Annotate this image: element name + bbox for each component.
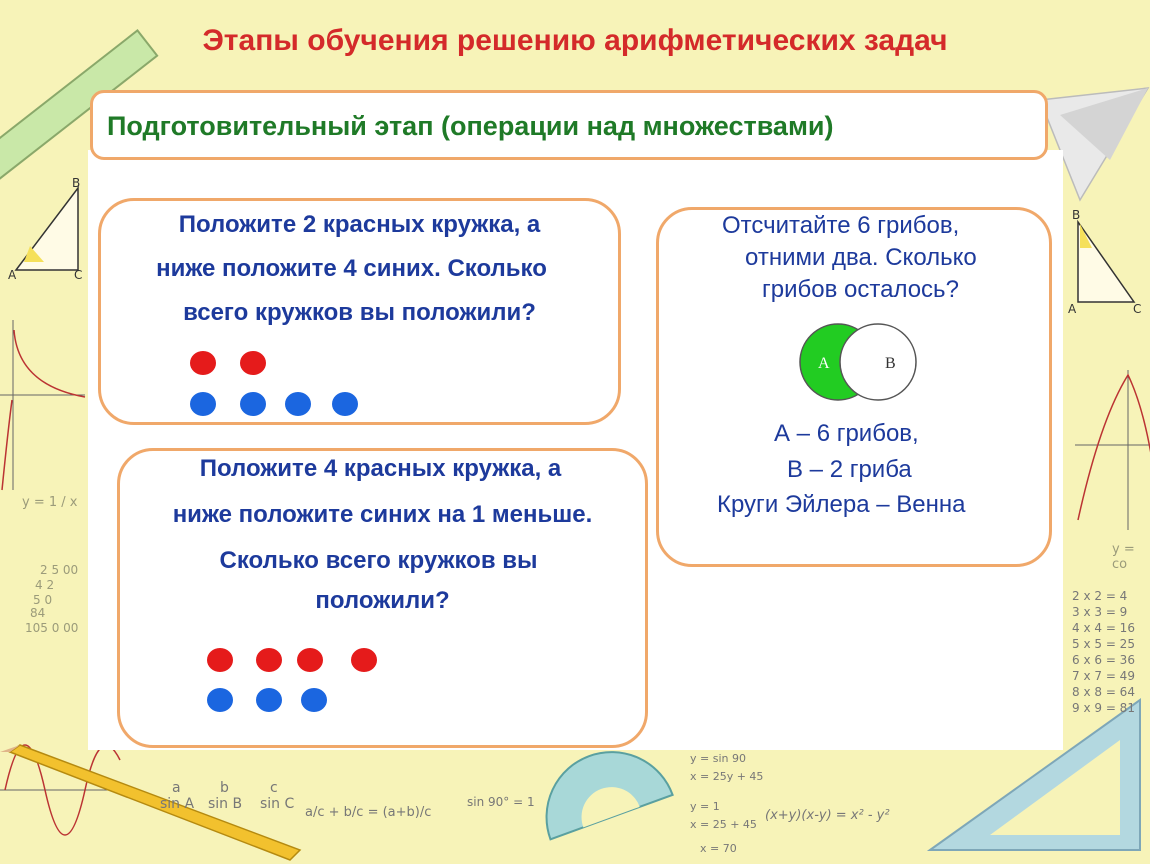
task1-line1: Положите 2 красных кружка, а xyxy=(178,211,541,238)
task1-card xyxy=(98,198,621,425)
red-circle xyxy=(297,648,323,672)
times-row: 7 x 7 = 49 xyxy=(1072,669,1135,683)
task3-info1: А – 6 грибов, xyxy=(774,420,919,447)
blue-circle xyxy=(285,392,311,416)
law-sines-sinC: sin C xyxy=(260,796,295,812)
task2-line3: Сколько всего кружков вы xyxy=(219,547,538,574)
venn-label-a: A xyxy=(818,355,830,372)
times-row: 9 x 9 = 81 xyxy=(1072,701,1135,715)
times-row: 6 x 6 = 36 xyxy=(1072,653,1135,667)
mult-top: 2 5 00 xyxy=(40,563,79,577)
venn-label-b: B xyxy=(885,355,896,372)
hyperbola-graph-icon xyxy=(0,320,85,490)
venn-circle-b xyxy=(840,324,916,400)
red-circle xyxy=(351,648,377,672)
law-sines-sinB: sin B xyxy=(208,796,243,812)
triangle-left-icon xyxy=(16,188,78,270)
task2-line4: положили? xyxy=(315,587,450,614)
red-circle xyxy=(240,351,266,375)
system1-line1: y = sin 90 xyxy=(690,752,746,765)
y-equals-cos: y = co xyxy=(1112,542,1135,572)
venn-diagram xyxy=(795,322,925,402)
sin90-formula: sin 90° = 1 xyxy=(467,795,535,809)
formula-y1x: y = 1 / x xyxy=(22,495,78,510)
task3-line1: Отсчитайте 6 грибов, xyxy=(722,212,960,239)
system1-line2: x = 25y + 45 xyxy=(690,770,764,783)
blue-circle xyxy=(256,688,282,712)
tri-right-C: C xyxy=(1133,302,1142,316)
task1-line2: ниже положите 4 синих. Сколько xyxy=(156,255,547,282)
tri-left-B: B xyxy=(72,176,81,190)
mult-x: 4 2 xyxy=(35,578,55,592)
mult-plus: 84 xyxy=(30,606,46,620)
times-row: 8 x 8 = 64 xyxy=(1072,685,1135,699)
slide-title: Этапы обучения решению арифметических задач xyxy=(202,24,948,57)
red-circle xyxy=(256,648,282,672)
task1-line3: всего кружков вы положили? xyxy=(183,299,536,326)
system2-line2: x = 25 + 45 xyxy=(690,818,757,831)
task3-line2: отними два. Сколько xyxy=(745,244,977,271)
triangle-right-icon xyxy=(1078,222,1134,302)
tri-right-B: B xyxy=(1072,208,1081,222)
system2-line3: x = 70 xyxy=(700,842,737,855)
law-sines-a: a xyxy=(172,780,181,796)
task2-line2: ниже положите синих на 1 меньше. xyxy=(172,501,593,528)
pencil-icon xyxy=(0,745,300,860)
system2-line1: y = 1 xyxy=(690,800,720,813)
blue-circle xyxy=(240,392,266,416)
task2-line1: Положите 4 красных кружка, а xyxy=(199,455,562,482)
polynomial-formula: (x+y)(x-y) = x² - y² xyxy=(765,808,890,823)
blue-circle xyxy=(190,392,216,416)
tri-left-C: C xyxy=(74,268,83,282)
mult-result: 105 0 00 xyxy=(25,621,79,635)
tri-right-A: A xyxy=(1068,302,1077,316)
times-row: 4 x 4 = 16 xyxy=(1072,621,1135,635)
task3-line3: грибов осталось? xyxy=(762,276,959,303)
task2-card xyxy=(117,448,648,748)
times-table xyxy=(1072,588,1135,716)
tri-left-A: A xyxy=(8,268,17,282)
stage-heading: Подготовительный этап (операции над множествами) xyxy=(107,111,834,141)
blue-circle xyxy=(301,688,327,712)
sine-graph-icon xyxy=(0,745,120,835)
mult-mid: 5 0 xyxy=(33,593,53,607)
cosine-graph-icon xyxy=(1075,370,1150,530)
law-sines-sinA: sin A xyxy=(160,796,195,812)
task3-info3: Круги Эйлера – Венна xyxy=(717,491,966,518)
law-sines-b: b xyxy=(220,780,229,796)
red-circle xyxy=(207,648,233,672)
red-circle xyxy=(190,351,216,375)
blue-circle xyxy=(207,688,233,712)
times-row: 5 x 5 = 25 xyxy=(1072,637,1135,651)
fraction-sum: a/c + b/c = (a+b)/c xyxy=(305,805,432,820)
times-row: 2 x 2 = 4 xyxy=(1072,589,1128,603)
times-row: 3 x 3 = 9 xyxy=(1072,605,1128,619)
stage-heading-box xyxy=(90,90,1048,160)
task3-info2: В – 2 гриба xyxy=(787,456,912,483)
law-sines-c: c xyxy=(270,780,278,796)
blue-circle xyxy=(332,392,358,416)
